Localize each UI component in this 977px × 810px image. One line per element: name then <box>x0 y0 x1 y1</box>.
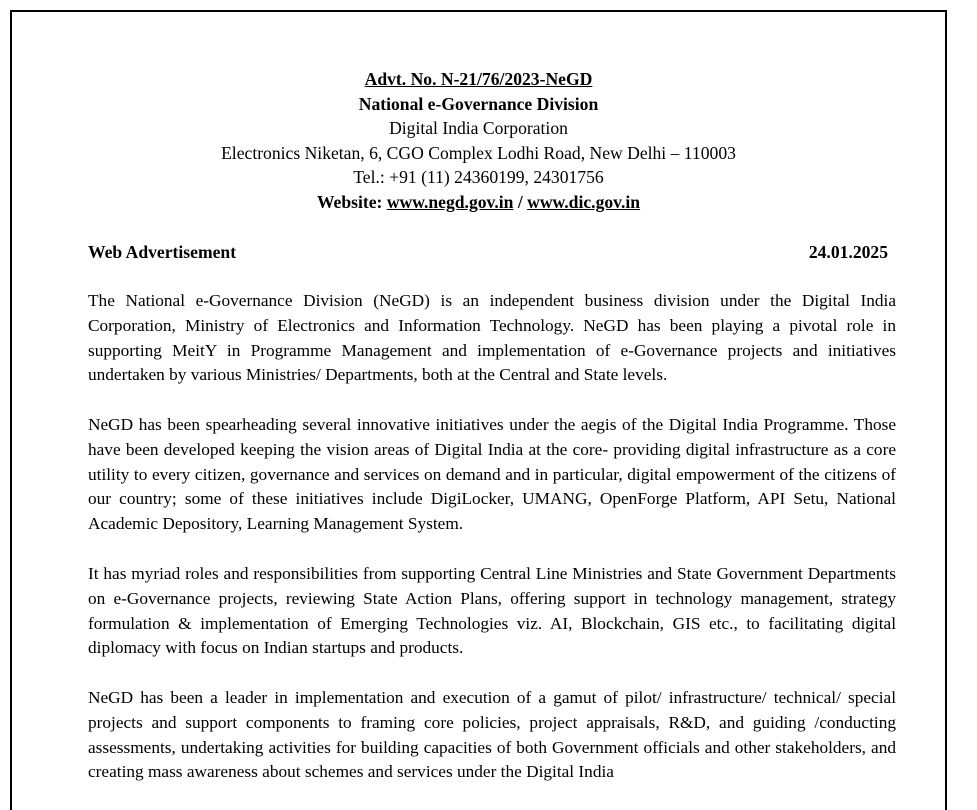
paragraph-leadership: NeGD has been a leader in implementation and execution of a gamut of pilot/ infrastructure/ technical/ special projects and support components to framing core policies, project appraisals, R&D, and guiding /conducting assessments, undertaking activities for building capacities of both Government officials and other stakeholders, and creating mass awareness about schemes and services under the Digital India <box>88 688 896 782</box>
website-link-dic[interactable]: www.dic.gov.in <box>527 191 641 212</box>
paragraph-intro: The National e-Governance Division (NeGD) is an independent business division under the Digital India Corporation, Ministry of Electronics and Information Technology. NeGD has been playing a pivotal role in supporting MeitY in Programme Management and implementation of e-Governance projects and initiatives undertaken by various Ministries/ Departments, both at the Central and State levels. <box>88 291 896 385</box>
letterhead <box>12 67 945 215</box>
website-separator: / <box>517 191 523 212</box>
website-line <box>12 190 945 215</box>
advertisement-type: Web Advertisement <box>88 242 237 262</box>
paragraph-initiatives: NeGD has been spearheading several innovative initiatives under the aegis of the Digital India Programme. Those have been developed keeping the vision areas of Digital India at the core- providing digital infrastructure as a core utility to every citizen, governance and services on demand and in particular, digital empowerment of the citizens of our country; some of these initiatives include DigiLocker, UMANG, OpenForge Platform, API Setu, National Academic Depository, Learning Management System. <box>88 415 896 534</box>
division-name: National e-Governance Division <box>358 93 599 114</box>
advt-number: Advt. No. N-21/76/2023-NeGD <box>364 69 593 89</box>
corporation-name: Digital India Corporation <box>389 118 568 139</box>
website-label: Website: <box>316 191 383 212</box>
telephone: Tel.: +91 (11) 24360199, 24301756 <box>353 167 604 188</box>
website-link-negd[interactable]: www.negd.gov.in <box>386 191 514 212</box>
address: Electronics Niketan, 6, CGO Complex Lodhi Road, New Delhi – 110003 <box>221 142 736 163</box>
paragraph-roles: It has myriad roles and responsibilities from supporting Central Line Ministries and State Government Departments on e-Governance projects, reviewing State Action Plans, offering support in technology management, strategy formulation & implementation of Emerging Technologies viz. AI, Blockchain, GIS etc., to facilitating digital diplomacy with focus on Indian startups and products. <box>88 564 896 658</box>
document-page <box>10 10 947 810</box>
advertisement-date: 24.01.2025 <box>808 242 888 262</box>
